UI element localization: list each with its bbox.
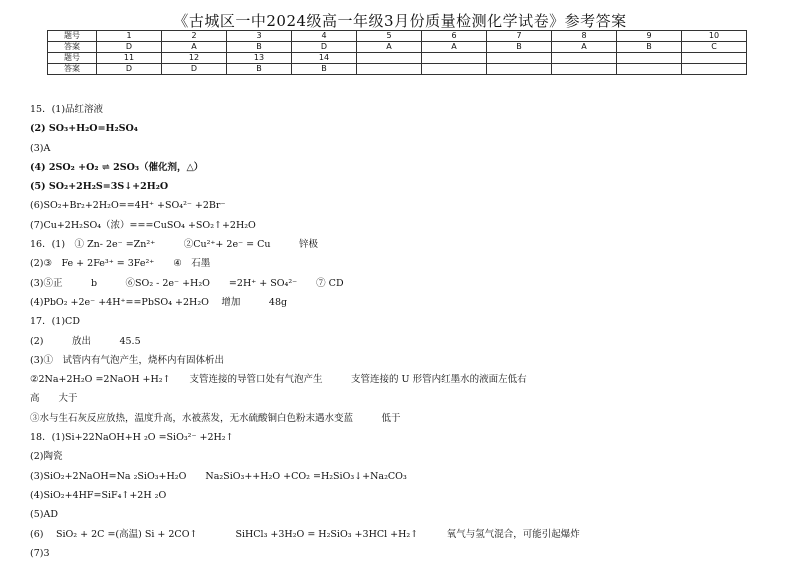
- answer-line: (4)SiO₂+4HF=SiF₄↑+2H ₂O: [30, 489, 167, 501]
- answer-line: (5) SO₂+2H₂S=3S↓+2H₂O: [30, 181, 169, 193]
- answer-line: 高 大于: [30, 393, 78, 405]
- answer-table-cell: D: [97, 42, 162, 53]
- answer-table-cell: B: [487, 42, 552, 53]
- answer-table-cell: B: [227, 64, 292, 75]
- answer-table-row: [48, 53, 747, 64]
- answer-line: (2)③ Fe + 2Fe³⁺ = 3Fe²⁺ ④ 石墨: [30, 258, 211, 270]
- answer-line: (5)AD: [30, 509, 58, 521]
- answer-table-cell: 4: [292, 31, 357, 42]
- answer-table-cell: 7: [487, 31, 552, 42]
- answer-table-cell: [682, 53, 747, 64]
- answer-line: 15．(1)品红溶液: [30, 104, 104, 115]
- answer-line: (7)Cu+2H₂SO₄（浓）===CuSO₄ +SO₂↑+2H₂O: [30, 219, 256, 231]
- answer-line: (2)陶瓷: [30, 451, 63, 463]
- answer-line: (2) 放出 45.5: [30, 335, 141, 347]
- answer-table-cell: [617, 64, 682, 75]
- answer-table-cell: [422, 64, 487, 75]
- answer-table-header-cell: 题号: [48, 53, 97, 64]
- answer-line: (4) 2SO₂ +O₂ ⇌ 2SO₃（催化剂，△）: [30, 161, 204, 173]
- answer-table-cell: 1: [97, 31, 162, 42]
- answer-table: [47, 30, 747, 75]
- answer-table-cell: [487, 64, 552, 75]
- answer-table-cell: B: [292, 64, 357, 75]
- answer-table-cell: 6: [422, 31, 487, 42]
- answer-table-cell: 13: [227, 53, 292, 64]
- answer-table-cell: [552, 64, 617, 75]
- answer-table-cell: [552, 53, 617, 64]
- answer-table-cell: B: [617, 42, 682, 53]
- answer-table-header-cell: 题号: [48, 31, 97, 42]
- answer-line: 18．(1)Si+22NaOH+H ₂O =SiO₃²⁻ +2H₂↑: [30, 432, 234, 444]
- answer-line: (2) SO₃+H₂O=H₂SO₄: [30, 123, 138, 135]
- answer-table-cell: D: [292, 42, 357, 53]
- answer-line: 17．(1)CD: [30, 316, 80, 328]
- answer-table-cell: [617, 53, 682, 64]
- answer-line: (3)⑤正 b ⑥SO₂ - 2e⁻ +H₂O =2H⁺ + SO₄²⁻ ⑦ CD: [30, 277, 344, 289]
- answer-line: (4)PbO₂ +2e⁻ +4H⁺==PbSO₄ +2H₂O 增加 48g: [30, 296, 288, 308]
- answer-table-cell: 10: [682, 31, 747, 42]
- answer-table-cell: [487, 53, 552, 64]
- answer-lines: [30, 100, 780, 563]
- answer-table-cell: [422, 53, 487, 64]
- answer-table-row: [48, 31, 747, 42]
- answer-line: (3)A: [30, 142, 51, 154]
- answer-table-cell: 14: [292, 53, 357, 64]
- answer-line: (7)3: [30, 547, 50, 559]
- answer-table-cell: D: [162, 64, 227, 75]
- answer-table-row: [48, 42, 747, 53]
- answer-table-cell: D: [97, 64, 162, 75]
- answer-table-cell: 9: [617, 31, 682, 42]
- answer-table-cell: A: [162, 42, 227, 53]
- document-title: 《古城区一中2024级高一年级3月份质量检测化学试卷》参考答案: [173, 12, 627, 30]
- answer-table-header-cell: 答案: [48, 64, 97, 75]
- answer-table-cell: B: [227, 42, 292, 53]
- answer-table-cell: 5: [357, 31, 422, 42]
- answer-line: ②2Na+2H₂O =2NaOH +H₂↑ 支管连接的导管口处有气泡产生 支管连接的 U 形管内红墨水的液面左低右: [30, 374, 527, 386]
- answer-table-cell: 11: [97, 53, 162, 64]
- answer-line: ③水与生石灰反应放热，温度升高，水被蒸发，无水硫酸铜白色粉末遇水变蓝 低于: [30, 412, 401, 424]
- answer-table-cell: 3: [227, 31, 292, 42]
- answer-table-cell: 12: [162, 53, 227, 64]
- answer-table-cell: A: [552, 42, 617, 53]
- answer-line: (6)SO₂+Br₂+2H₂O==4H⁺ +SO₄²⁻ +2Br⁻: [30, 200, 226, 212]
- answer-table-cell: 2: [162, 31, 227, 42]
- answer-line: (3)① 试管内有气泡产生，烧杯内有固体析出: [30, 354, 224, 366]
- answer-line: (6) SiO₂ + 2C =(高温) Si + 2CO↑ SiHCl₃ +3H₂O = H₂SiO₃ +3HCl +H₂↑ 氧气与氢气混合，可能引起爆炸: [30, 528, 580, 540]
- answer-table-cell: C: [682, 42, 747, 53]
- answer-table-header-cell: 答案: [48, 42, 97, 53]
- answer-table-cell: [682, 64, 747, 75]
- answer-line: 16．(1) ① Zn- 2e⁻ =Zn²⁺ ②Cu²⁺+ 2e⁻ = Cu 锌极: [30, 239, 318, 251]
- answer-table-cell: 8: [552, 31, 617, 42]
- answer-table-cell: A: [422, 42, 487, 53]
- answer-table-row: [48, 64, 747, 75]
- answer-table-cell: A: [357, 42, 422, 53]
- answer-line: (3)SiO₂+2NaOH=Na ₂SiO₃+H₂O Na₂SiO₃++H₂O +CO₂ =H₂SiO₃↓+Na₂CO₃: [30, 470, 407, 482]
- answer-table-cell: [357, 53, 422, 64]
- answer-table-cell: [357, 64, 422, 75]
